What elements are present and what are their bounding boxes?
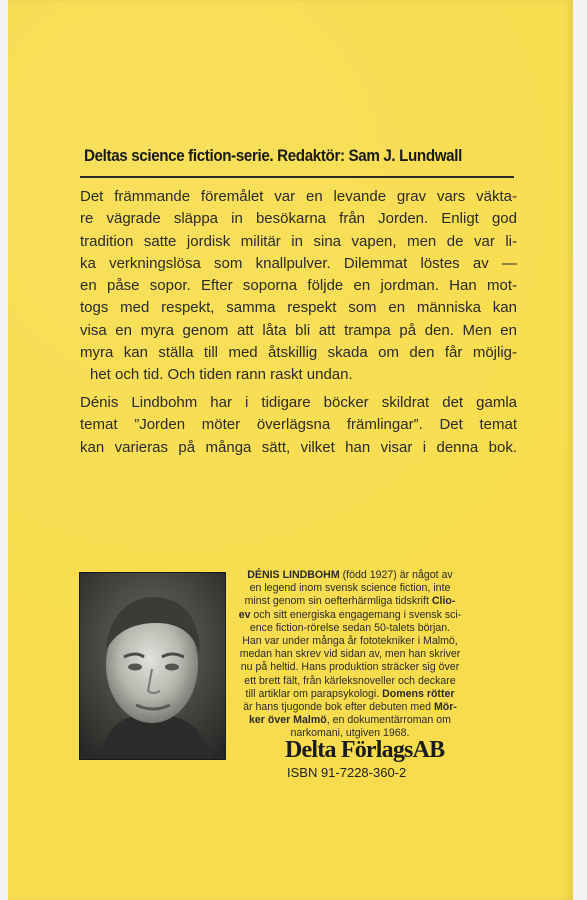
- blurb-line: togs med respekt, samma respekt som en människa kan: [80, 299, 517, 317]
- divider-rule: [80, 176, 514, 178]
- author-biography: [230, 569, 470, 741]
- blurb-line: Det främmande föremålet var en levande grav vars väkta-: [80, 188, 517, 205]
- author-photo: [79, 572, 226, 760]
- blurb-line: tradition satte jordisk militär in sina vapen, men de var li-: [80, 232, 517, 250]
- blurb-line: en påse sopor. Efter soporna följde en jordman. Han mot-: [80, 277, 517, 295]
- blurb-line: myra kan ställa till med åtskillig skada om den får möjlig-: [80, 344, 517, 362]
- blurb-line: re vägrade släppa in besökarna från Jorden. Enligt god: [80, 210, 517, 228]
- bio-line: är hans tjugonde bok efter debuten med Mör-: [243, 701, 457, 714]
- bio-line: nu på heltid. Hans produktion sträcker sig över: [240, 661, 460, 674]
- blurb-line: temat ”Jorden möter överlägsna främlingar”. Det temat: [80, 416, 517, 434]
- bio-line: Han var under många år fototekniker i Malmö,: [242, 635, 458, 648]
- bio-line: minst genom sin oefterhärmliga tidskrift Clio-: [244, 595, 456, 608]
- author-name: DÉNIS LINDBOHM: [247, 569, 340, 581]
- blurb-line: ka verkningslösa som knallpulver. Dilemmat löstes av —: [80, 254, 517, 272]
- bio-line: ence fiction-rörelse sedan 50-talets början.: [249, 621, 451, 634]
- blurb-line: visa en myra genom att låta bli att trampa på den. Men en: [80, 321, 517, 339]
- bio-line: DÉNIS LINDBOHM (född 1927) är något av: [247, 569, 453, 581]
- blurb-line: het och tid. Och tiden rann raskt undan.: [90, 366, 353, 384]
- blurb-paragraph-2: [80, 392, 517, 459]
- bio-line: ev och sitt energiska engagemang i svensk sci-: [238, 608, 462, 621]
- bio-line: ker över Malmö, en dokumentärroman om: [249, 714, 451, 727]
- isbn-number: ISBN 91-7228-360-2: [287, 765, 407, 780]
- series-editor-line: Deltas science fiction-serie. Redaktör: Sam J. Lundwall: [84, 147, 462, 165]
- bio-line: ett brett fält, från kärleksnoveller och deckare: [244, 674, 456, 687]
- bio-line: narkomani, utgiven 1968.: [290, 727, 410, 740]
- bio-line: till artiklar om parapsykologi. Domens rötter: [245, 687, 455, 700]
- publisher-logo: Delta FörlagsAB: [285, 737, 445, 763]
- author-portrait-image: [80, 573, 225, 759]
- blurb-line: kan varieras på många sätt, vilket han visar i denna bok.: [80, 438, 517, 456]
- bio-line: en legend inom svensk science fiction, inte: [249, 582, 451, 595]
- bio-line: medan han skrev vid sidan av, men han skriver: [239, 648, 461, 661]
- blurb-line: Dénis Lindbohm har i tidigare böcker skildrat det gamla: [80, 394, 517, 411]
- blurb-paragraph-1: [80, 186, 517, 387]
